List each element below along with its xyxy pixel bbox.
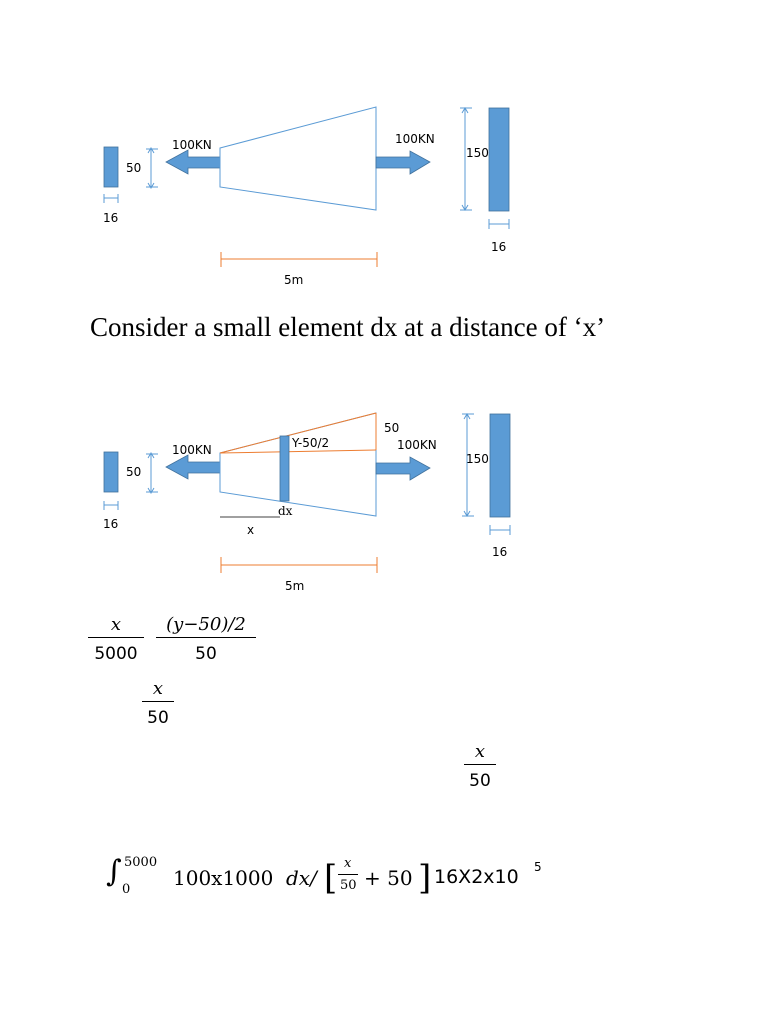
right-force-arrow-2 bbox=[376, 457, 430, 480]
fraction-x-over-50-b bbox=[464, 741, 496, 791]
length-label: 5m bbox=[284, 273, 304, 287]
inner-fraction-numerator: x bbox=[344, 856, 352, 871]
fraction-numerator: (y−50)/2 bbox=[156, 614, 256, 638]
integrand-dx: dx/ bbox=[286, 866, 317, 890]
fraction-denominator: 50 bbox=[147, 708, 169, 728]
right-thickness-label-2: 16 bbox=[492, 545, 508, 559]
left-thickness-dimension bbox=[104, 194, 118, 203]
length-dimension-2 bbox=[221, 557, 377, 573]
tapered-bar bbox=[220, 107, 376, 210]
left-width-label: 50 bbox=[126, 161, 142, 175]
right-cross-section-2 bbox=[490, 414, 510, 517]
element-dx bbox=[280, 436, 289, 501]
right-width-label-2: 150 bbox=[466, 452, 489, 466]
left-width-dimension bbox=[146, 148, 158, 188]
fraction-x-over-5000 bbox=[88, 614, 144, 664]
fraction-numerator: x bbox=[88, 614, 144, 638]
length-label-2: 5m bbox=[285, 579, 305, 593]
diagram-1 bbox=[103, 107, 509, 287]
element-height-label: Y-50/2 bbox=[292, 436, 330, 450]
fraction-denominator: 50 bbox=[195, 644, 217, 664]
left-bracket: [ bbox=[324, 858, 338, 898]
integral-expression bbox=[106, 852, 566, 902]
diagram-2 bbox=[103, 413, 510, 593]
left-width-label-2: 50 bbox=[126, 465, 142, 479]
right-bracket: ] bbox=[418, 858, 432, 898]
left-thickness-label: 16 bbox=[103, 211, 119, 225]
distance-x-label: x bbox=[247, 523, 255, 537]
left-thickness-label-2: 16 bbox=[103, 517, 119, 531]
integral-sign: ∫ bbox=[106, 854, 122, 889]
right-force-label: 100KN bbox=[395, 132, 435, 146]
tapered-bar-2 bbox=[220, 413, 376, 516]
tail-exponent: 5 bbox=[534, 860, 542, 874]
left-thickness-dimension-2 bbox=[104, 501, 118, 510]
left-force-label: 100KN bbox=[172, 138, 212, 152]
fraction-x-over-50-a bbox=[142, 678, 174, 728]
fraction-numerator: x bbox=[142, 678, 174, 702]
length-dimension bbox=[221, 252, 377, 267]
integral-lower-limit: 0 bbox=[122, 882, 131, 897]
right-width-label: 150 bbox=[466, 146, 489, 160]
left-force-label-2: 100KN bbox=[172, 443, 212, 457]
left-force-arrow bbox=[166, 150, 220, 174]
fraction-denominator: 50 bbox=[469, 771, 491, 791]
tail-text: 16X2x10 bbox=[434, 866, 519, 888]
offset-label: 50 bbox=[384, 421, 400, 435]
element-sentence: Consider a small element dx at a distance of ‘x’ bbox=[90, 312, 606, 342]
integral-upper-limit: 5000 bbox=[124, 855, 158, 870]
right-thickness-label: 16 bbox=[491, 240, 507, 254]
right-thickness-dimension-2 bbox=[490, 525, 510, 535]
left-cross-section bbox=[104, 147, 118, 187]
right-thickness-dimension bbox=[489, 219, 509, 229]
inner-fraction-bar bbox=[338, 874, 358, 875]
right-cross-section bbox=[489, 108, 509, 211]
integrand-text: 100x1000 bbox=[173, 866, 274, 890]
right-force-arrow bbox=[376, 151, 430, 174]
element-dx-label: dx bbox=[278, 504, 293, 518]
fraction-denominator: 5000 bbox=[94, 644, 138, 664]
plus-fifty: + 50 bbox=[364, 866, 413, 890]
fraction-numerator: x bbox=[464, 741, 496, 765]
inner-fraction-denominator: 50 bbox=[340, 878, 357, 893]
fraction-y-term bbox=[156, 614, 256, 664]
right-force-label-2: 100KN bbox=[397, 438, 437, 452]
left-cross-section-2 bbox=[104, 452, 118, 492]
left-force-arrow-2 bbox=[166, 455, 220, 479]
left-width-dimension-2 bbox=[146, 453, 158, 493]
